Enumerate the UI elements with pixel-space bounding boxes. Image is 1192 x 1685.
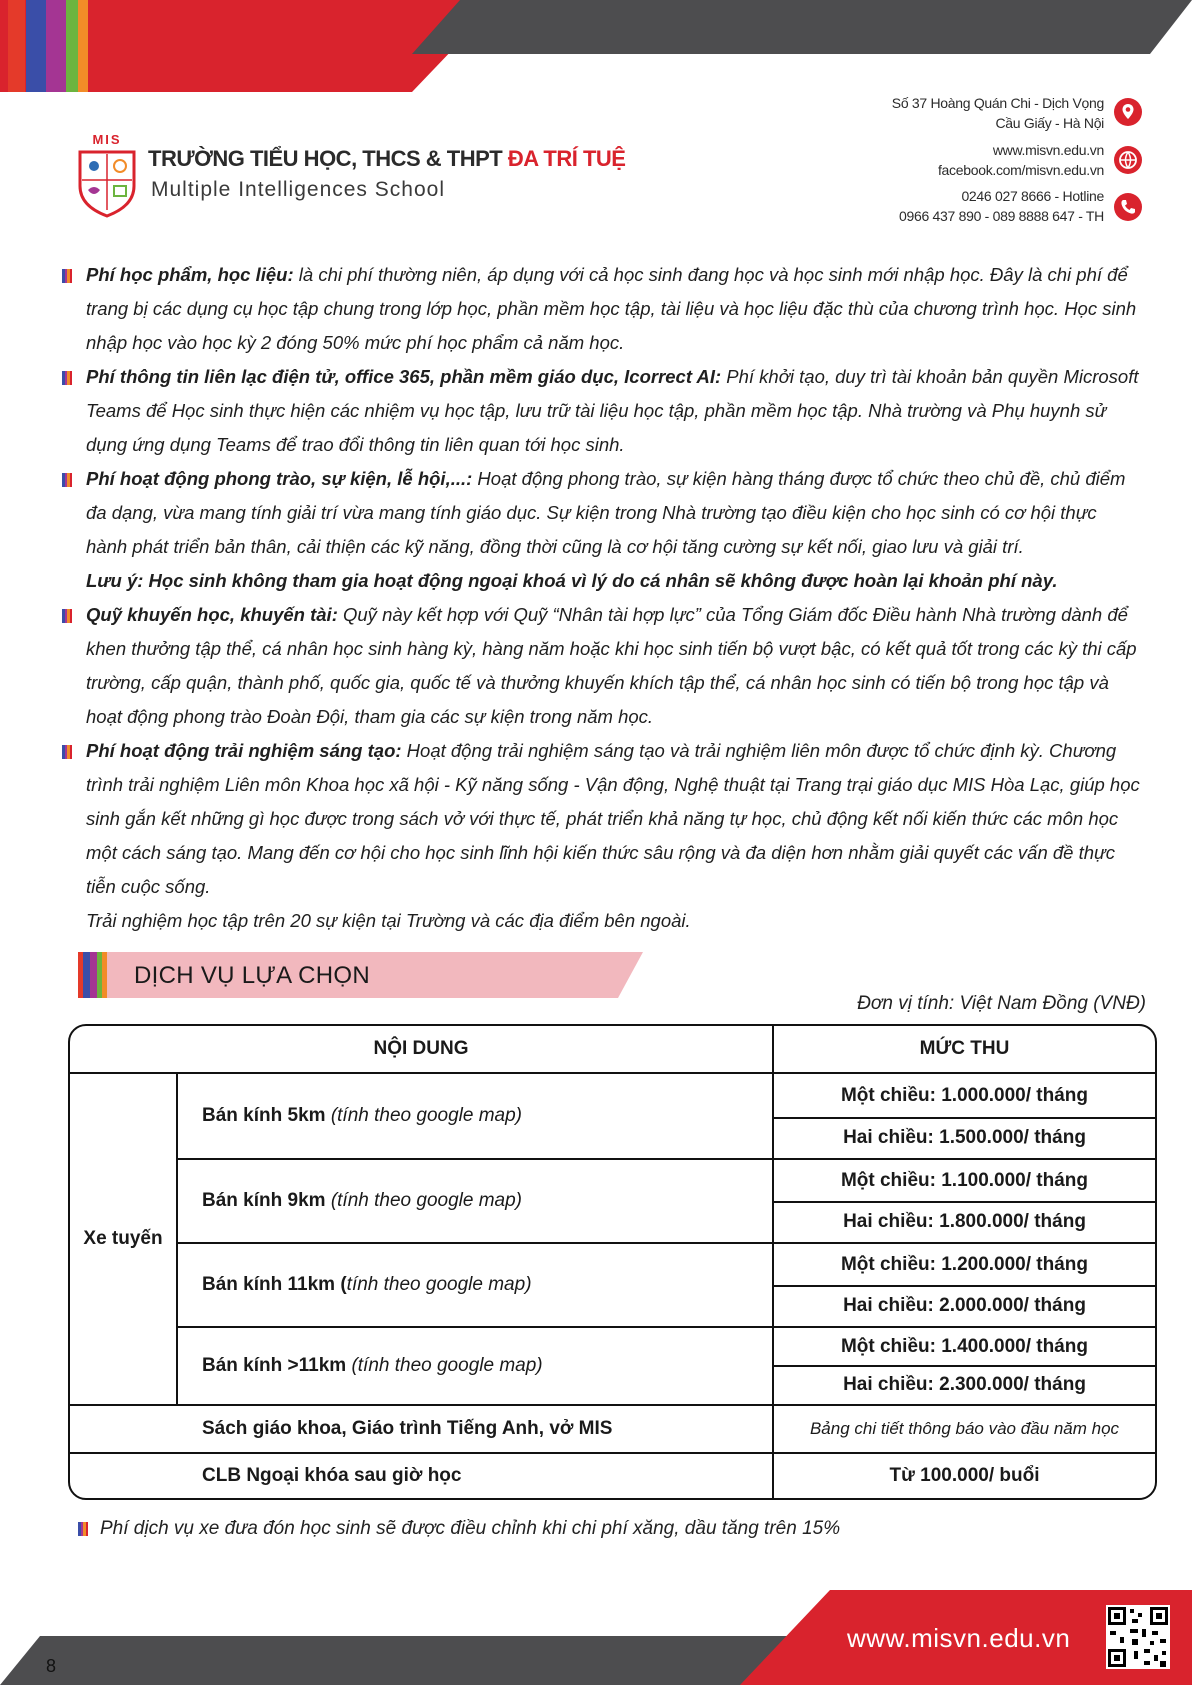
- address-block: [892, 93, 1104, 133]
- phone-block: [899, 186, 1104, 226]
- page-number: 8: [46, 1656, 57, 1676]
- club-fee: Từ 100.000/ buổi: [889, 1465, 1040, 1486]
- radius-label: Bán kính 9km: [202, 1190, 326, 1211]
- phone-text: 0966 437 890 - 089 8888 647 - TH: [899, 208, 1104, 224]
- bullet-icon: [62, 473, 72, 487]
- one-way-fee: Một chiều: 1.100.000/ tháng: [840, 1169, 1089, 1191]
- one-way-fee: Một chiều: 1.400.000/ tháng: [840, 1335, 1089, 1357]
- activity-note: Lưu ý: Học sinh không tham gia hoạt động ngoại khoá vì lý do cá nhân sẽ không được hoàn lại khoản phí này.: [86, 570, 1058, 591]
- address-line: Số 37 Hoàng Quán Chi - Dịch Vọng: [891, 95, 1104, 111]
- header-banner: [0, 0, 1192, 92]
- table-row-label: [202, 1160, 772, 1242]
- table-row-label: [202, 1074, 772, 1158]
- fuel-footnote: Phí dịch vụ xe đưa đón học sinh sẽ được điều chỉnh khi chi phí xăng, dầu tăng trên 15%: [100, 1518, 841, 1539]
- bullet-icon: [62, 269, 72, 283]
- one-way-fee: Một chiều: 1.200.000/ tháng: [840, 1253, 1089, 1275]
- school-subtitle: Multiple Intelligences School: [151, 178, 445, 201]
- two-way-fee: Hai chiều: 1.800.000/ tháng: [843, 1211, 1086, 1232]
- club-label: CLB Ngoại khóa sau giờ học: [202, 1465, 462, 1486]
- location-pin-icon: [1114, 98, 1142, 126]
- books-fee: Bảng chi tiết thông báo vào đầu năm học: [809, 1419, 1120, 1438]
- footer-website[interactable]: www.misvn.edu.vn: [847, 1623, 1071, 1653]
- one-way-fee: Một chiều: 1.000.000/ tháng: [840, 1084, 1089, 1106]
- fee-title: Phí hoạt động trải nghiệm sáng tạo:: [86, 740, 402, 761]
- two-way-fee: Hai chiều: 2.000.000/ tháng: [843, 1295, 1086, 1316]
- fee-title: Phí học phẩm, học liệu:: [86, 264, 294, 285]
- fee-text: Hoạt động trải nghiệm sáng tạo và trải nghiệm liên môn được tổ chức định kỳ. Chương trình trải nghiệm Liên môn Khoa học xã hội - Kỹ năng sống - Vận động, Nghệ thuật tại Trang trại giáo dục MIS Hòa Lạc, giúp học sinh gắn kết những gì học được trong sách vở với thực tế, phát triển khả năng tự học, chủ động kết nối kiến thức các môn học một cách sáng tạo. Mang đến cơ hội cho học sinh lĩnh hội kiến thức sâu rộng và đa diện hơn nhằm giải quyết các vấn đề thực tiễn cuộc sống.: [86, 740, 1140, 897]
- facebook-link[interactable]: facebook.com/misvn.edu.vn: [937, 162, 1104, 178]
- fee-text: là chi phí thường niên, áp dụng với cả học sinh đang học và học sinh mới nhập học. Đây là chi phí để trang bị các dụng cụ học tập chung trong lớp học, phần mềm học tập, tài liệu và học liệu đặc thù của chương trình học. Học sinh nhập học vào học kỳ 2 đóng 50% mức phí học phẩm cả năm học.: [86, 264, 1137, 353]
- fees-description: [62, 258, 1142, 938]
- radius-note: (tính theo google map): [330, 1105, 523, 1126]
- school-name-prefix: TRƯỜNG TIỂU HỌC, THCS & THPT: [148, 146, 508, 171]
- two-way-fee: Hai chiều: 2.300.000/ tháng: [843, 1374, 1086, 1395]
- section-title: DỊCH VỤ LỰA CHỌN: [134, 962, 370, 989]
- fee-title: Quỹ khuyến học, khuyến tài:: [86, 604, 338, 625]
- fee-item: [62, 258, 1142, 360]
- fee-item: [62, 598, 1142, 734]
- radius-label: Bán kính 11km (: [202, 1274, 347, 1295]
- experience-note: Trải nghiệm học tập trên 20 sự kiện tại Trường và các địa điểm bên ngoài.: [86, 910, 691, 931]
- phone-icon: [1114, 193, 1142, 221]
- books-label: Sách giáo khoa, Giáo trình Tiếng Anh, vở MIS: [202, 1418, 613, 1439]
- header-fee: MỨC THU: [919, 1038, 1010, 1059]
- globe-icon: [1114, 146, 1142, 174]
- header-content: NỘI DUNG: [373, 1038, 469, 1059]
- fee-item: [62, 360, 1142, 462]
- fee-title: Phí thông tin liên lạc điện tử, office 365, phần mềm giáo dục, Icorrect AI:: [86, 366, 722, 387]
- two-way-fee: Hai chiều: 1.500.000/ tháng: [843, 1127, 1086, 1148]
- address-line: Cầu Giấy - Hà Nội: [995, 115, 1104, 131]
- website-link[interactable]: www.misvn.edu.vn: [992, 142, 1104, 158]
- bullet-icon: [62, 371, 72, 385]
- radius-label: Bán kính >11km: [202, 1355, 347, 1376]
- fee-item: [62, 462, 1142, 564]
- school-name: [148, 146, 625, 172]
- school-logo: [76, 132, 138, 218]
- fee-title: Phí hoạt động phong trào, sự kiện, lễ hội,...:: [86, 468, 473, 489]
- fee-item: [62, 734, 1142, 904]
- fee-text: Phí khởi tạo, duy trì tài khoản bản quyền Microsoft Teams để Học sinh thực hiện các nhiệm vụ học tập, lưu trữ tài liệu học tập, phần mềm học tập. Nhà trường và Phụ huynh sử dụng ứng dụng Teams để trao đổi thông tin liên quan tới học sinh.: [86, 366, 1139, 455]
- hotline-text: 0246 027 8666 - Hotline: [961, 188, 1104, 204]
- bullet-icon: [78, 1522, 88, 1536]
- table-row-label: [202, 1328, 772, 1404]
- bus-group-label: Xe tuyến: [83, 1228, 163, 1249]
- school-name-highlight: ĐA TRÍ TUỆ: [507, 146, 626, 171]
- radius-note: (tính theo google map): [351, 1355, 543, 1376]
- radius-label: Bán kính 5km: [202, 1105, 326, 1126]
- web-block: [938, 140, 1104, 180]
- bullet-icon: [62, 745, 72, 759]
- radius-note: tính theo google map): [346, 1274, 532, 1295]
- services-table: [68, 1024, 1157, 1500]
- radius-note: (tính theo google map): [330, 1190, 523, 1211]
- table-row-label: [202, 1244, 772, 1326]
- qr-code-icon: [1106, 1605, 1170, 1669]
- svg-text:MIS: MIS: [92, 132, 122, 147]
- bullet-icon: [62, 609, 72, 623]
- fee-text: Quỹ này kết hợp với Quỹ “Nhân tài hợp lực” của Tổng Giám đốc Điều hành Nhà trường dành để khen thưởng tập thể, cá nhân học sinh hàng kỳ, hàng năm hoặc khi học sinh tiến bộ vượt bậc, có kết quả tốt trong các kỳ thi cấp trường, cấp quận, thành phố, quốc gia, quốc tế và thưởng khuyến khích tập thể, cá nhân học sinh có tiến bộ trong học tập và hoạt động phong trào Đoàn Đội, tham gia các sự kiện trong năm học.: [86, 604, 1137, 727]
- currency-unit: Đơn vị tính: Việt Nam Đồng (VNĐ): [857, 993, 1146, 1014]
- fee-text: Hoạt động phong trào, sự kiện hàng tháng được tổ chức theo chủ đề, chủ điểm đa dạng, vừa mang tính giải trí vừa mang tính giáo dục. Sự kiện trong Nhà trường tạo điều kiện cho học sinh có cơ hội thực hành phát triển bản thân, cải thiện các kỹ năng, đồng thời cũng là cơ hội tăng cường sự kết nối, giao lưu và giải trí.: [86, 468, 1126, 557]
